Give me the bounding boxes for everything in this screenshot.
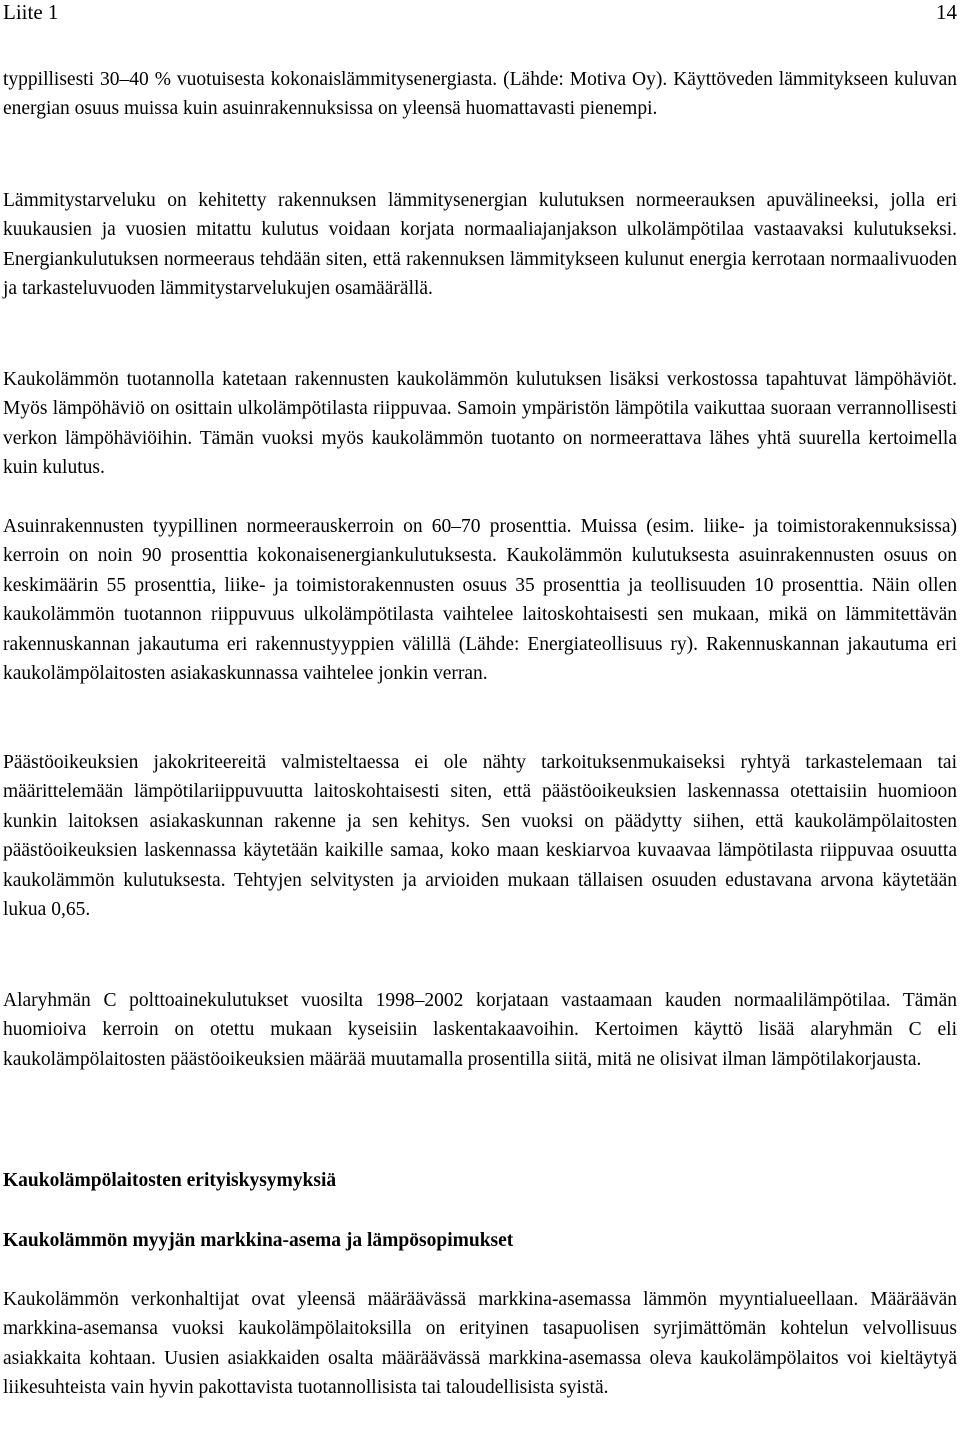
- section-heading-special-issues: Kaukolämpölaitosten erityiskysymyksiä: [3, 1170, 337, 1191]
- paragraph-market-position: Kaukolämmön verkonhaltijat ovat yleensä määräävässä markkina-asemassa lämmön myyntialueellaan. Määräävän markkina-asemansa vuoksi kaukolämpölaitoksilla on erityinen tasapuolisen syrjimättömän kohtelun velvollisuus asiakkaita kohtaan. Uusien asiakkaiden osalta määräävässä markkina-asemassa oleva kaukolämpölaitos voi kieltäytyä liikesuhteista vain hyvin pakottavista tuotannollisista tai taloudellisista syistä.: [3, 1289, 957, 1399]
- page-number: 14: [936, 0, 957, 24]
- page-header: [3, 0, 957, 26]
- section-heading-market-position: Kaukolämmön myyjän markkina-asema ja lämpösopimukset: [3, 1230, 514, 1251]
- paragraph-normalization-factor: Asuinrakennusten tyypillinen normeerauskerroin on 60–70 prosenttia. Muissa (esim. liike- ja toimistorakennuksissa) kerroin on noin 90 prosenttia kokonaisenergiankulutuksesta. Kaukolämmön kulutuksesta asuinrakennusten osuus on keskimäärin 55 prosenttia, liike- ja toimistorakennusten osuus 35 prosenttia ja teollisuuden 10 prosenttia. Näin ollen kaukolämmön tuotannon riippuvuus ulkolämpötilasta vaihtelee laitoskohtaisesti sen mukaan, mikä on lämmitettävän rakennuskannan jakautuma eri rakennustyyppien välillä (Lähde: Energiateollisuus ry). Rakennuskannan jakautuma eri kaukolämpölaitosten asiakaskunnassa vaihtelee jonkin verran.: [3, 516, 957, 685]
- paragraph-heating-share: typpillisesti 30–40 % vuotuisesta kokonaislämmitysenergiasta. (Lähde: Motiva Oy). Käyttöveden lämmitykseen kuluvan energian osuus muissa kuin asuinrakennuksissa on yleensä huomattavasti pienempi.: [3, 69, 957, 120]
- appendix-label: Liite 1: [3, 0, 59, 24]
- paragraph-network-losses: Kaukolämmön tuotannolla katetaan rakennusten kaukolämmön kulutuksen lisäksi verkostossa tapahtuvat lämpöhäviöt. Myös lämpöhäviö on osittain ulkolämpötilasta riippuvaa. Samoin ympäristön lämpötila vaikuttaa suoraan verrannollisesti verkon lämpöhäviöihin. Tämän vuoksi myös kaukolämmön tuotanto on normeerattava lähes yhtä suurella kertoimella kuin kulutus.: [3, 369, 957, 479]
- paragraph-heating-degree-days: Lämmitystarveluku on kehitetty rakennuksen lämmitysenergian kulutuksen normeerauksen apuvälineeksi, jolla eri kuukausien ja vuosien mitattu kulutus voidaan korjata normaaliajanjakson ulkolämpötilaa vastaavaksi kulutukseksi. Energiankulutuksen normeeraus tehdään siten, että rakennuksen lämmitykseen kulunut energia kerrotaan normaalivuoden ja tarkasteluvuoden lämmitystarvelukujen osamäärällä.: [3, 190, 957, 300]
- paragraph-allocation-criteria: Päästöoikeuksien jakokriteereitä valmisteltaessa ei ole nähty tarkoituksenmukaiseksi ryhtyä tarkastelemaan tai määrittelemään lämpötilariippuvuutta laitoskohtaisesti siten, että päästöoikeuksien laskennassa otettaisiin huomioon kunkin laitoksen asiakaskunnan rakenne ja sen kehitys. Sen vuoksi on päädytty siihen, että kaukolämpölaitosten päästöoikeuksien laskennassa käytetään kaikille samaa, koko maan keskiarvoa kuvaavaa lämpötilasta riippuvaa osuutta kaukolämmön kulutuksesta. Tehtyjen selvitysten ja arvioiden mukaan tällaisen osuuden edustavana arvona käytetään lukua 0,65.: [3, 752, 957, 921]
- paragraph-subgroup-c: Alaryhmän C polttoainekulutukset vuosilta 1998–2002 korjataan vastaamaan kauden normaalilämpötilaa. Tämän huomioiva kerroin on otettu mukaan kyseisiin laskentakaavoihin. Kertoimen käyttö lisää alaryhmän C eli kaukolämpölaitosten päästöoikeuksien määrää muutamalla prosentilla siitä, mitä ne olisivat ilman lämpötilakorjausta.: [3, 990, 957, 1070]
